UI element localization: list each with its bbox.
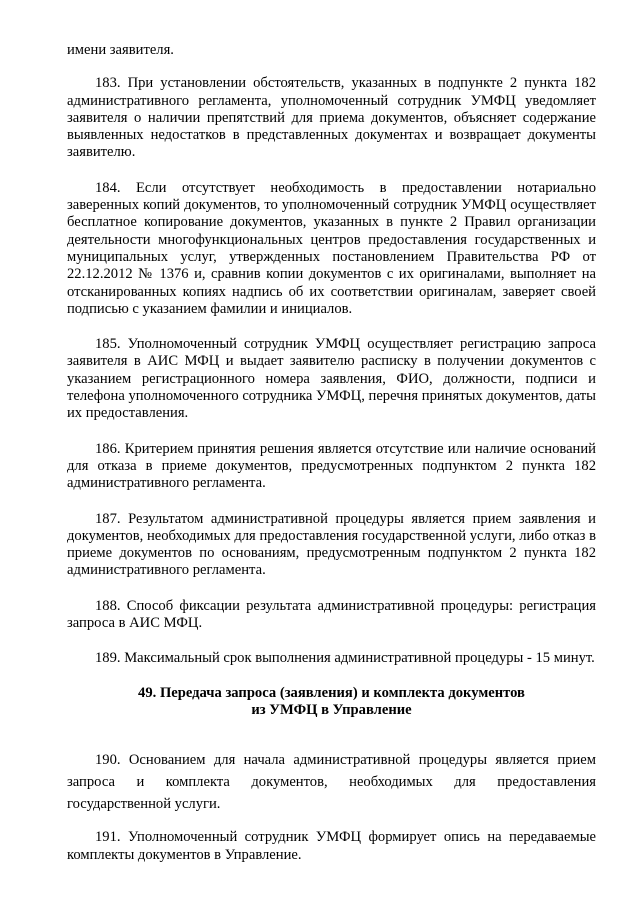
paragraph-188: 188. Способ фиксации результата административной процедуры: регистрация запроса в АИС МФЦ.	[67, 597, 596, 632]
paragraph-183: 183. При установлении обстоятельств, указанных в подпункте 2 пункта 182 административного регламента, уполномоченный сотрудник УМФЦ уведомляет заявителя о наличии препятствий для приема документов, объясняет содержание выявленных недостатков в представленных документах и возвращает документы заявителю.	[67, 75, 596, 161]
paragraph-184: 184. Если отсутствует необходимость в предоставлении нотариально заверенных копий документов, то уполномоченный сотрудник УМФЦ осуществляет бесплатное копирование документов, указанных в пункте 2 Правил организации деятельности многофункциональных центров предоставления государственных и муниципальных услуг, утвержденных постановлением Правительства РФ от 22.12.2012 № 1376 и, сравнив копии документов с их оригиналами, выполняет на отсканированных копиях надпись об их соответствии оригиналам, заверяет своей подписью с указанием фамилии и инициалов.	[67, 179, 596, 317]
paragraph-186: 186. Критерием принятия решения является отсутствие или наличие оснований для отказа в приеме документов, предусмотренных подпунктом 2 пункта 182 административного регламента.	[67, 440, 596, 492]
section-heading-line-1: 49. Передача запроса (заявления) и комплекта документов	[138, 684, 525, 701]
section-heading-line-2: из УМФЦ в Управление	[251, 701, 412, 718]
continuation-text: имени заявителя.	[67, 42, 174, 58]
paragraph-187: 187. Результатом административной процедуры является прием заявления и документов, необходимых для предоставления государственной услуги, либо отказ в приеме документов по основаниям, предусмотренным подпунктом 2 пункта 182 административного регламента.	[67, 510, 596, 579]
paragraph-189: 189. Максимальный срок выполнения административной процедуры - 15 минут.	[95, 650, 595, 667]
document-body	[67, 42, 596, 882]
paragraph-191: 191. Уполномоченный сотрудник УМФЦ формирует опись на передаваемые комплекты документов в Управление.	[67, 829, 596, 863]
paragraph-185: 185. Уполномоченный сотрудник УМФЦ осуществляет регистрацию запроса заявителя в АИС МФЦ и выдает заявителю расписку в получении документов с указанием регистрационного номера заявления, ФИО, должности, подписи и телефона уполномоченного сотрудника УМФЦ, перечня принятых документов, даты их предоставления.	[67, 336, 596, 422]
paragraph-190: 190. Основанием для начала административной процедуры является прием запроса и комплекта документов, необходимых для предоставления государственной услуги.	[67, 752, 596, 813]
section-heading	[67, 685, 596, 720]
